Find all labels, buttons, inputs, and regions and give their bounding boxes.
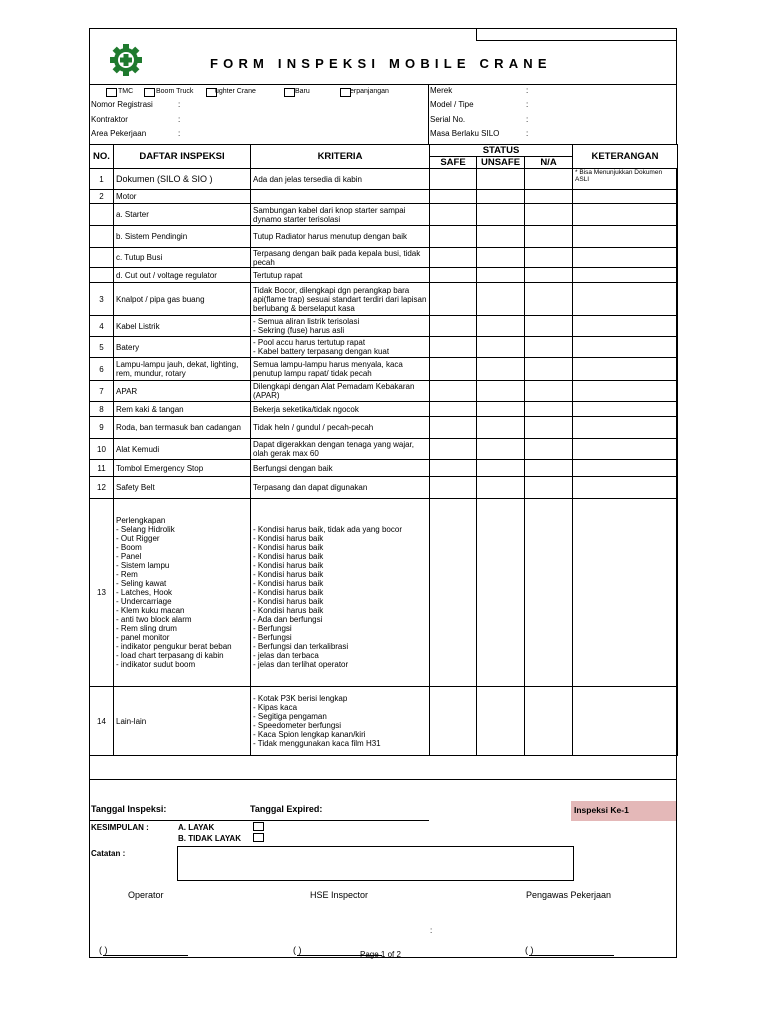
col-header-unsafe: UNSAFE (477, 157, 525, 169)
row-number: 12 (90, 477, 114, 499)
row-inspection-item: b. Sistem Pendingin (114, 226, 251, 248)
row-status-safe[interactable] (430, 477, 477, 499)
row-inspection-item: Knalpot / pipa gas buang (114, 283, 251, 316)
form-title: FORM INSPEKSI MOBILE CRANE (210, 56, 552, 71)
row-inspection-item: Dokumen (SILO & SIO ) (114, 169, 251, 190)
info-sep: : (526, 115, 529, 124)
row-inspection-item: Kabel Listrik (114, 316, 251, 337)
row-remarks (573, 477, 678, 499)
table-row (90, 226, 678, 248)
row-status-na[interactable] (525, 381, 573, 402)
row-status-safe[interactable] (430, 358, 477, 381)
row-inspection-item: c. Tutup Busi (114, 248, 251, 268)
signature-line-operator: ( ) (99, 945, 108, 955)
row-remarks (573, 499, 678, 687)
signature-underline-pengawas (529, 955, 614, 956)
info-label-masa-berlaku-silo: Masa Berlaku SILO (430, 129, 500, 138)
row-criteria: Sambungan kabel dari knop starter sampai dynamo starter terisolasi (251, 204, 430, 226)
info-divider (428, 84, 429, 144)
checkbox-baru[interactable] (284, 88, 295, 97)
row-status-safe[interactable] (430, 268, 477, 283)
row-number: 2 (90, 190, 114, 204)
row-remarks (573, 460, 678, 477)
row-status-na[interactable] (525, 283, 573, 316)
row-remarks (573, 402, 678, 417)
row-criteria: Terpasang dan dapat digunakan (251, 477, 430, 499)
header-divider (89, 84, 677, 85)
kesimpulan-label: KESIMPULAN : (91, 823, 149, 832)
table-row (90, 283, 678, 316)
info-label-kontraktor: Kontraktor (91, 115, 128, 124)
info-label-area-pekerjaan: Area Pekerjaan (91, 129, 147, 138)
row-remarks (573, 316, 678, 337)
row-number (90, 248, 114, 268)
table-row (90, 169, 678, 190)
row-status-unsafe[interactable] (477, 283, 525, 316)
table-row (90, 358, 678, 381)
info-label-model-tipe: Model / Tipe (430, 100, 474, 109)
row-status-safe[interactable] (430, 687, 477, 756)
inspection-table (89, 144, 678, 756)
row-status-na[interactable] (525, 204, 573, 226)
signature-underline-operator (103, 955, 188, 956)
row-status-safe[interactable] (430, 337, 477, 358)
row-status-safe[interactable] (430, 169, 477, 190)
info-label-merek: Merek (430, 86, 453, 95)
table-row (90, 402, 678, 417)
row-number: 10 (90, 439, 114, 460)
row-status-na[interactable] (525, 268, 573, 283)
row-inspection-item: Tombol Emergency Stop (114, 460, 251, 477)
row-status-na[interactable] (525, 226, 573, 248)
row-status-na[interactable] (525, 337, 573, 358)
row-inspection-item: Rem kaki & tangan (114, 402, 251, 417)
col-header-na: N/A (525, 157, 573, 169)
col-header-safe: SAFE (430, 157, 477, 169)
signature-line-pengawas: ( ) (525, 945, 534, 955)
option-label-boom-truck: Boom Truck (156, 88, 194, 95)
info-sep: : (178, 129, 181, 138)
row-remarks (573, 283, 678, 316)
row-status-safe[interactable] (430, 316, 477, 337)
row-number (90, 268, 114, 283)
row-status-unsafe[interactable] (477, 337, 525, 358)
tanggal-underline (89, 820, 429, 821)
table-row (90, 477, 678, 499)
row-status-unsafe[interactable] (477, 687, 525, 756)
row-remarks (573, 687, 678, 756)
row-criteria: Berfungsi dengan baik (251, 460, 430, 477)
row-status-unsafe[interactable] (477, 402, 525, 417)
row-remarks (573, 417, 678, 439)
table-row (90, 268, 678, 283)
info-sep: : (526, 86, 529, 95)
table-row (90, 204, 678, 226)
row-criteria: Semua lampu-lampu harus menyala, kaca penutup lampu rapat/ tidak pecah (251, 358, 430, 381)
row-remarks (573, 226, 678, 248)
row-remarks (573, 439, 678, 460)
row-number: 13 (90, 499, 114, 687)
info-sep: : (178, 115, 181, 124)
row-criteria: - Semua aliran listrik terisolasi - Sekring (fuse) harus asli (251, 316, 430, 337)
row-remarks: * Bisa Menunjukkan Dokumen ASLI (573, 169, 678, 190)
row-criteria: Dilengkapi dengan Alat Pemadam Kebakaran (APAR) (251, 381, 430, 402)
catatan-label: Catatan : (91, 849, 126, 858)
footer-divider (89, 779, 677, 780)
tanggal-expired-label: Tanggal Expired: (250, 804, 323, 814)
row-inspection-item: Safety Belt (114, 477, 251, 499)
row-number: 4 (90, 316, 114, 337)
signature-line-hse: ( ) (293, 945, 302, 955)
frame-top-right-box (476, 40, 677, 41)
checkbox-boom-truck[interactable] (144, 88, 155, 97)
info-sep: : (526, 100, 529, 109)
option-label-tmc: TMC (118, 88, 134, 95)
row-status-na[interactable] (525, 477, 573, 499)
row-criteria: - Pool accu harus tertutup rapat - Kabel battery terpasang dengan kuat (251, 337, 430, 358)
row-status-na[interactable] (525, 499, 573, 687)
row-status-unsafe[interactable] (477, 226, 525, 248)
row-inspection-item: Alat Kemudi (114, 439, 251, 460)
row-number: 6 (90, 358, 114, 381)
info-sep: : (526, 129, 529, 138)
table-row (90, 381, 678, 402)
row-status-unsafe[interactable] (477, 316, 525, 337)
inspeksi-ke-label: Inspeksi Ke-1 (574, 805, 629, 815)
row-status-na[interactable] (525, 417, 573, 439)
row-status-unsafe[interactable] (477, 439, 525, 460)
row-number: 9 (90, 417, 114, 439)
row-status-unsafe[interactable] (477, 169, 525, 190)
col-header-keterangan: KETERANGAN (573, 145, 678, 169)
table-row (90, 316, 678, 337)
row-criteria: Ada dan jelas tersedia di kabin (251, 169, 430, 190)
row-status-unsafe[interactable] (477, 499, 525, 687)
row-status-na[interactable] (525, 358, 573, 381)
row-criteria (251, 190, 430, 204)
row-status-na[interactable] (525, 402, 573, 417)
row-number (90, 226, 114, 248)
row-number: 14 (90, 687, 114, 756)
tidak-layak-label: B. TIDAK LAYAK (178, 834, 241, 843)
row-inspection-item: d. Cut out / voltage regulator (114, 268, 251, 283)
row-criteria: Tidak Bocor, dilengkapi dgn perangkap bara api(flame trap) sesuai standart terdiri dari lapisan berlubang & berselaput kasa (251, 283, 430, 316)
row-criteria: Tutup Radiator harus menutup dengan baik (251, 226, 430, 248)
row-status-safe[interactable] (430, 381, 477, 402)
table-row (90, 337, 678, 358)
table-row (90, 248, 678, 268)
col-header-no: NO. (90, 145, 114, 169)
row-status-unsafe[interactable] (477, 417, 525, 439)
row-status-safe[interactable] (430, 439, 477, 460)
checkbox-tidak-layak[interactable] (253, 833, 264, 842)
row-number: 5 (90, 337, 114, 358)
row-number: 11 (90, 460, 114, 477)
checkbox-layak[interactable] (253, 822, 264, 831)
col-header-status: STATUS (430, 145, 573, 157)
table-row (90, 460, 678, 477)
row-status-safe[interactable] (430, 499, 477, 687)
row-status-unsafe[interactable] (477, 190, 525, 204)
table-row (90, 499, 678, 687)
option-label-rough-terrain-crane: ughter Crane (215, 88, 256, 95)
row-inspection-item: APAR (114, 381, 251, 402)
page-number: Page 1 of 2 (360, 950, 401, 959)
row-criteria: - Kondisi harus baik, tidak ada yang bocor - Kondisi harus baik - Kondisi harus baik - Kondisi harus baik - Kondisi harus baik - Kondisi harus baik - Kondisi harus baik - Kondisi harus baik - Kondisi harus baik - Kondisi harus baik - Ada dan berfungsi - Berfungsi - Berfungsi - Berfungsi dan terkalibrasi - jelas dan terbaca - jelas dan terlihat operator (251, 499, 430, 687)
row-status-unsafe[interactable] (477, 268, 525, 283)
row-status-safe[interactable] (430, 226, 477, 248)
row-inspection-item: Lampu-lampu jauh, dekat, lighting, rem, mundur, rotary (114, 358, 251, 381)
signature-title-operator: Operator (128, 890, 164, 900)
info-label-nomor-registrasi: Nomor Registrasi (91, 100, 153, 109)
row-criteria: Terpasang dengan baik pada kepala busi, tidak pecah (251, 248, 430, 268)
footer-colon: : (430, 926, 433, 935)
signature-title-pengawas: Pengawas Pekerjaan (526, 890, 612, 900)
option-label-perpanjangan: erpanjangan (350, 88, 389, 95)
row-status-na[interactable] (525, 248, 573, 268)
row-status-safe[interactable] (430, 190, 477, 204)
row-status-unsafe[interactable] (477, 358, 525, 381)
row-status-na[interactable] (525, 169, 573, 190)
row-inspection-item: a. Starter (114, 204, 251, 226)
row-inspection-item: Roda, ban termasuk ban cadangan (114, 417, 251, 439)
table-row (90, 439, 678, 460)
row-status-unsafe[interactable] (477, 460, 525, 477)
row-remarks (573, 337, 678, 358)
row-status-na[interactable] (525, 687, 573, 756)
row-number: 3 (90, 283, 114, 316)
row-criteria: - Kotak P3K berisi lengkap - Kipas kaca - Segitiga pengaman - Speedometer berfungsi - Kaca Spion lengkap kanan/kiri - Tidak menggunakan kaca film H31 (251, 687, 430, 756)
row-status-na[interactable] (525, 439, 573, 460)
row-remarks (573, 268, 678, 283)
row-inspection-item: Batery (114, 337, 251, 358)
row-number: 7 (90, 381, 114, 402)
row-inspection-item: Perlengkapan - Selang Hidrolik - Out Rigger - Boom - Panel - Sistem lampu - Rem - Seling kawat - Latches, Hook - Undercarriage - Klem kuku macan - anti two block alarm - Rem sling drum - panel monitor - indikator pengukur berat beban - load chart terpasang di kabin - indikator sudut boom (114, 499, 251, 687)
row-status-na[interactable] (525, 190, 573, 204)
info-label-serial-no: Serial No. (430, 115, 466, 124)
row-criteria: Tidak heln / gundul / pecah-pecah (251, 417, 430, 439)
col-header-kriteria: KRITERIA (251, 145, 430, 169)
catatan-input[interactable] (177, 846, 574, 881)
row-status-safe[interactable] (430, 402, 477, 417)
row-criteria: Tertutup rapat (251, 268, 430, 283)
row-status-unsafe[interactable] (477, 381, 525, 402)
table-row (90, 190, 678, 204)
signature-title-hse: HSE Inspector (310, 890, 369, 900)
row-status-unsafe[interactable] (477, 477, 525, 499)
row-status-na[interactable] (525, 460, 573, 477)
row-remarks (573, 248, 678, 268)
table-row (90, 417, 678, 439)
frame-top-right-box-side (476, 28, 477, 40)
row-criteria: Dapat digerakkan dengan tenaga yang wajar, olah gerak max 60 (251, 439, 430, 460)
row-status-safe[interactable] (430, 248, 477, 268)
row-criteria: Bekerja seketika/tidak ngocok (251, 402, 430, 417)
row-inspection-item: Motor (114, 190, 251, 204)
row-remarks (573, 381, 678, 402)
layak-label: A. LAYAK (178, 823, 215, 832)
row-number (90, 204, 114, 226)
row-status-safe[interactable] (430, 283, 477, 316)
checkbox-tmc[interactable] (106, 88, 117, 97)
row-inspection-item: Lain-lain (114, 687, 251, 756)
row-status-na[interactable] (525, 316, 573, 337)
row-status-safe[interactable] (430, 204, 477, 226)
info-sep: : (178, 100, 181, 109)
col-header-daftar-inspeksi: DAFTAR INSPEKSI (114, 145, 251, 169)
row-status-unsafe[interactable] (477, 248, 525, 268)
row-status-unsafe[interactable] (477, 204, 525, 226)
row-number: 8 (90, 402, 114, 417)
row-remarks (573, 358, 678, 381)
table-row (90, 687, 678, 756)
row-status-safe[interactable] (430, 417, 477, 439)
option-label-baru: Baru (295, 88, 310, 95)
frame-top (89, 28, 677, 29)
tanggal-inspeksi-label: Tanggal Inspeksi: (91, 804, 167, 814)
gear-cross-logo-icon (108, 42, 144, 78)
row-remarks (573, 190, 678, 204)
row-number: 1 (90, 169, 114, 190)
row-status-safe[interactable] (430, 460, 477, 477)
row-remarks (573, 204, 678, 226)
